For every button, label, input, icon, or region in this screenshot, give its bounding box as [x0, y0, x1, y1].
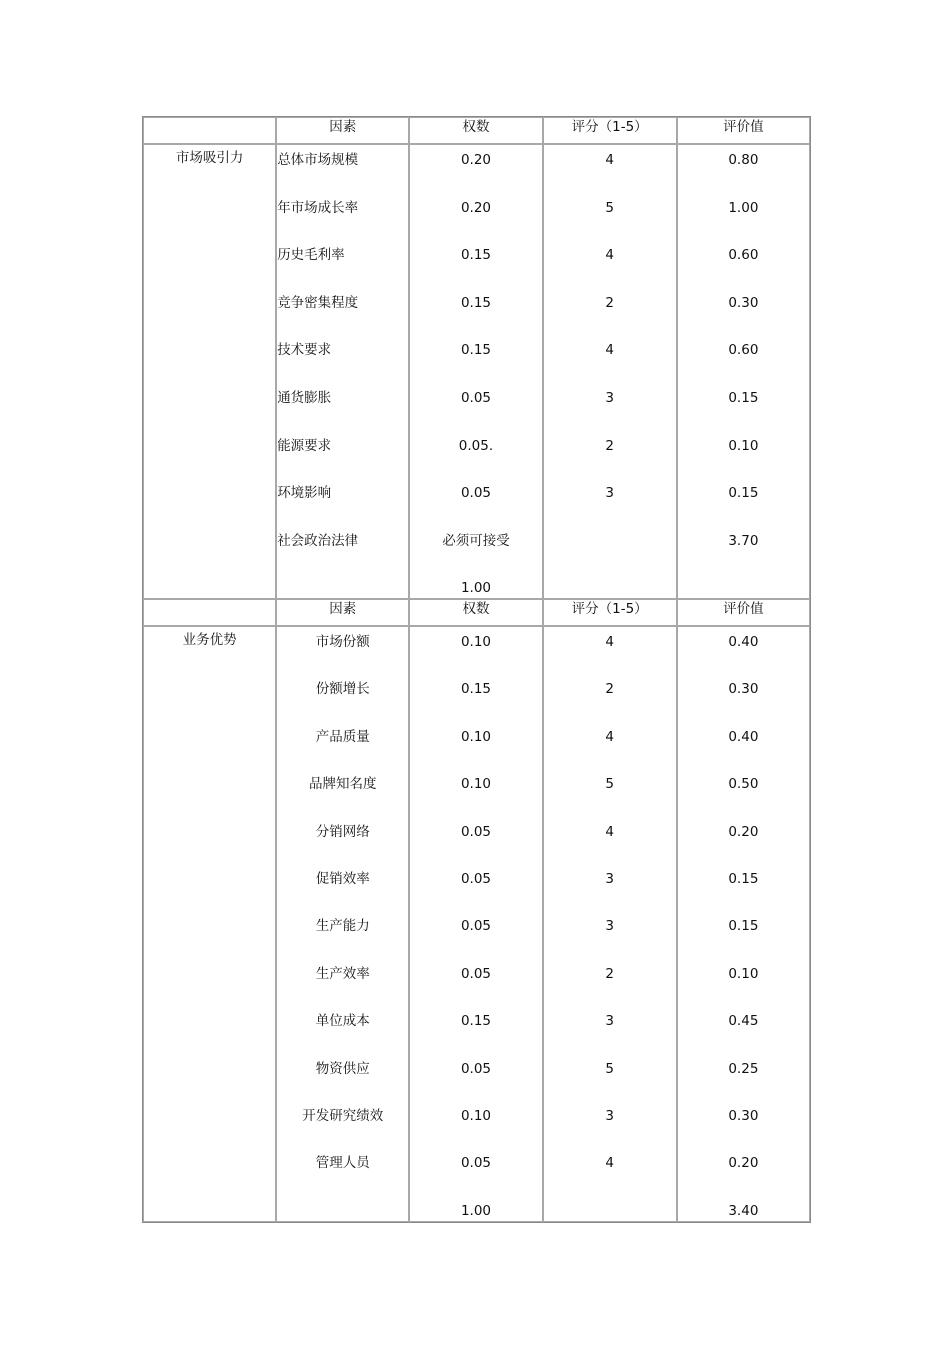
score-cell: 3	[605, 485, 614, 502]
factor-cell: 产品质量	[315, 728, 370, 745]
value-cell: 0.80	[728, 152, 759, 168]
value-cell: 0.25	[728, 1060, 759, 1077]
score-cell	[544, 1199, 676, 1219]
score-cell: 2	[605, 681, 614, 698]
factor-cell: 年市场成长率	[277, 199, 359, 216]
score-cell	[544, 529, 676, 577]
value-cell: 0.40	[728, 728, 759, 745]
score-cell: 4	[605, 823, 614, 840]
value-column	[677, 626, 810, 1222]
section-label: 市场吸引力	[143, 144, 276, 599]
value-cell: 0.30	[728, 294, 759, 311]
score-cell: 4	[605, 152, 614, 168]
factor-column	[276, 626, 409, 1222]
header-value: 评价值	[677, 599, 810, 626]
weight-cell: 0.05	[460, 485, 491, 502]
score-cell: 2	[605, 437, 614, 454]
value-cell: 0.60	[728, 247, 759, 264]
weight-cell: 0.10	[460, 634, 491, 650]
factor-cell: 总体市场规模	[277, 152, 359, 168]
value-cell: 0.15	[728, 918, 759, 935]
section-label: 业务优势	[143, 626, 276, 1222]
value-cell: 0.15	[728, 485, 759, 502]
header-blank-cell	[143, 599, 276, 626]
factor-cell: 历史毛利率	[277, 247, 345, 264]
score-cell: 4	[605, 728, 614, 745]
value-cell	[678, 576, 809, 596]
value-cell: 0.10	[728, 965, 759, 982]
header-score: 评分（1-5）	[543, 117, 677, 144]
header-value: 评价值	[677, 117, 810, 144]
weight-cell: 0.15	[460, 681, 491, 698]
score-cell: 5	[605, 199, 614, 216]
weight-cell: 0.05	[460, 1155, 491, 1172]
weight-column	[409, 144, 542, 599]
value-cell: 0.45	[728, 1013, 759, 1030]
value-cell: 1.00	[728, 199, 759, 216]
value-cell: 0.60	[728, 342, 759, 359]
value-cell: 0.40	[728, 634, 759, 650]
score-cell	[544, 576, 676, 596]
section-market-attractiveness	[143, 144, 810, 599]
factor-cell: 单位成本	[315, 1013, 370, 1030]
score-cell: 2	[605, 965, 614, 982]
score-cell: 4	[605, 342, 614, 359]
header-factor: 因素	[276, 599, 409, 626]
evaluation-table	[142, 116, 811, 1223]
score-cell: 2	[605, 294, 614, 311]
weight-cell: 0.15	[460, 247, 491, 264]
weight-cell: 0.05	[460, 870, 491, 887]
score-cell: 3	[605, 1107, 614, 1124]
header-score: 评分（1-5）	[543, 599, 677, 626]
score-cell: 3	[605, 1013, 614, 1030]
value-total: 3.70	[728, 532, 759, 549]
factor-cell	[277, 576, 408, 596]
score-cell: 3	[605, 918, 614, 935]
weight-cell: 0.05	[460, 1060, 491, 1077]
score-cell: 5	[605, 776, 614, 793]
factor-cell: 能源要求	[277, 437, 332, 454]
value-cell: 0.30	[728, 681, 759, 698]
score-cell: 4	[605, 247, 614, 264]
factor-cell	[277, 1199, 408, 1219]
factor-cell: 生产能力	[315, 918, 370, 935]
weight-total: 1.00	[460, 580, 491, 597]
factor-cell: 技术要求	[277, 342, 332, 359]
weight-cell: 0.10	[460, 1107, 491, 1124]
score-column	[543, 144, 677, 599]
factor-cell: 分销网络	[315, 823, 370, 840]
weight-cell: 0.15	[460, 294, 491, 311]
header-blank-cell	[143, 117, 276, 144]
factor-cell: 品牌知名度	[309, 776, 377, 793]
weight-cell: 0.05	[460, 918, 491, 935]
score-cell: 3	[605, 870, 614, 887]
value-cell: 0.15	[728, 870, 759, 887]
factor-cell: 市场份额	[315, 634, 370, 650]
weight-cell: 0.10	[460, 776, 491, 793]
header-row-1	[143, 117, 810, 144]
value-cell: 0.20	[728, 1155, 759, 1172]
header-row-2	[143, 599, 810, 626]
factor-cell: 生产效率	[315, 965, 370, 982]
score-cell: 4	[605, 1155, 614, 1172]
factor-cell: 通货膨胀	[277, 389, 332, 406]
weight-cell: 0.05	[460, 965, 491, 982]
factor-cell: 社会政治法律	[277, 532, 359, 549]
factor-cell: 促销效率	[315, 870, 370, 887]
weight-cell: 必须可接受	[442, 532, 510, 549]
weight-cell: 0.05.	[458, 437, 494, 454]
score-cell: 3	[605, 389, 614, 406]
value-cell: 0.15	[728, 389, 759, 406]
weight-cell: 0.15	[460, 1013, 491, 1030]
value-cell: 0.10	[728, 437, 759, 454]
score-cell: 5	[605, 1060, 614, 1077]
weight-cell: 0.15	[460, 342, 491, 359]
weight-column	[409, 626, 542, 1222]
value-cell: 0.50	[728, 776, 759, 793]
factor-cell: 竞争密集程度	[277, 294, 359, 311]
value-total: 3.40	[728, 1202, 759, 1219]
header-weight: 权数	[409, 117, 542, 144]
header-weight: 权数	[409, 599, 542, 626]
header-factor: 因素	[276, 117, 409, 144]
factor-column	[276, 144, 409, 599]
value-cell: 0.20	[728, 823, 759, 840]
factor-cell: 环境影响	[277, 485, 332, 502]
value-cell: 0.30	[728, 1107, 759, 1124]
weight-cell: 0.20	[460, 152, 491, 168]
factor-cell: 份额增长	[315, 681, 370, 698]
weight-cell: 0.10	[460, 728, 491, 745]
section-business-strength	[143, 626, 810, 1222]
factor-cell: 开发研究绩效	[302, 1107, 384, 1124]
weight-total: 1.00	[460, 1202, 491, 1219]
score-column	[543, 626, 677, 1222]
score-cell: 4	[605, 634, 614, 650]
factor-cell: 管理人员	[315, 1155, 370, 1172]
factor-cell: 物资供应	[315, 1060, 370, 1077]
weight-cell: 0.05	[460, 823, 491, 840]
value-column	[677, 144, 810, 599]
weight-cell: 0.05	[460, 389, 491, 406]
weight-cell: 0.20	[460, 199, 491, 216]
